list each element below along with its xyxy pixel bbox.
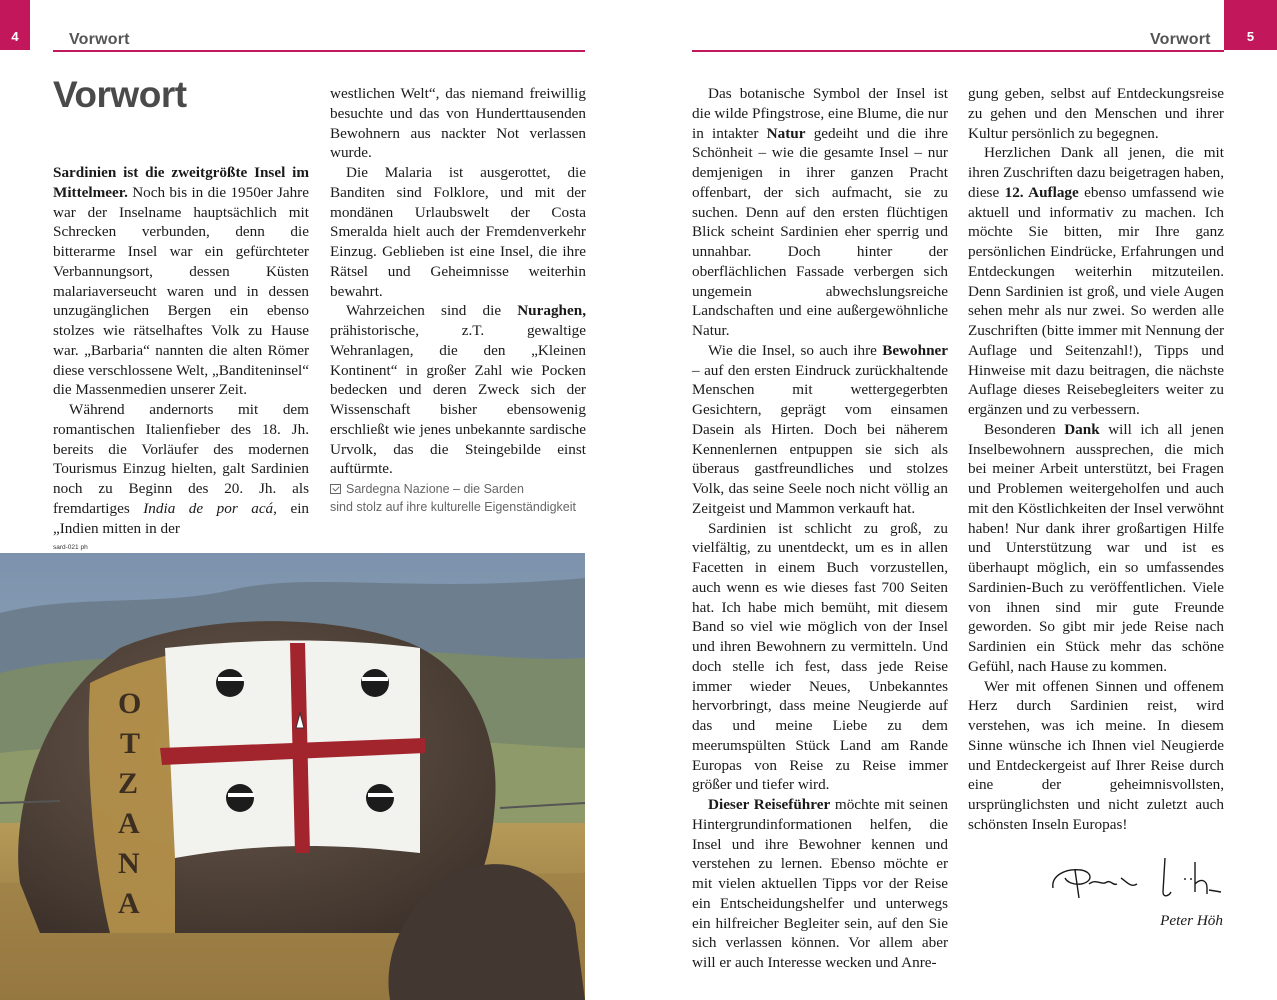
header-rule-left: [53, 50, 585, 52]
svg-text:A: A: [118, 807, 140, 840]
caption-line-2: sind stolz auf ihre kulturelle Eigenständigkeit: [330, 500, 576, 514]
paragraph: Das botanische Symbol der Insel ist die wilde Pfingstrose, eine Blume, die nur in intakter Natur gedeiht und die ihre Schönheit – wie die gesamte Insel – nur demjenigen in ihrer ganzen Pracht offenbart, der sich aufmacht, sie zu suchen. Denn auf den ersten flüchtigen Blick scheint Sardinien eher sperrig und unnahbar. Doch hinter der oberflächlichen Fassade verbergen sich ungemein abwechslungsreiche Landschaften und eine außergewöhnliche Natur.: [692, 85, 949, 339]
text-column-3: [692, 84, 948, 973]
paragraph: Dieser Reiseführer möchte mit seinen Hintergrundinformationen helfen, die Insel und ihre Bewohner kennen und verstehen zu lernen. Ebenso möchte er mit vielen aktuellen Tipps vor der Reise ein Entscheidungshelfer und unterwegs ein hilfreicher Begleiter sein, auf den Sie sich verlassen können. Vor allem aber will er auch Interesse wecken und Anre-: [692, 796, 948, 971]
text-column-2: [330, 84, 586, 479]
paragraph: Wie die Insel, so auch ihre Bewohner – auf den ersten Eindruck zurückhaltende Menschen mit wettergegerbten Gesichtern, geprägt vom einsamen Dasein als Hirten. Doch bei näherem Kennenlernen entpuppen sie sich als überaus gastfreundliches und stolzes Volk, das seine Seele noch nicht völlig an Zeitgeist und Mammon verkauft hat.: [692, 341, 948, 517]
paragraph: Sardinien ist schlicht zu groß, zu vielfältig, zu unentdeckt, um es in allen Facetten in einem Buch vorzustellen, auch wenn es wie dieses fast 700 Seiten hat. Ich habe mich bemüht, mit diesem Band so viel wie möglich von der Insel und ihren Bewohnern zu vermitteln. Und doch stelle ich fest, dass jede Reise immer wieder Neues, Unbekanntes hervorbringt, dass meine Neugierde auf das und meine Liebe zu dem meerumspülten Stück Land am Rande Europas von Reise zu Reise immer größer und tiefer wird.: [692, 519, 948, 794]
running-title-left: Vorwort: [69, 31, 130, 48]
caption-line-1: Sardegna Nazione – die Sarden: [346, 482, 524, 496]
paragraph: westlichen Welt“, das niemand freiwillig besuchte und das von Hunderttausenden Bewohnern aus nackter Not verlassen wurde.: [330, 85, 586, 162]
paragraph: Die Malaria ist ausgerottet, die Banditen sind Folklore, und mit der mondänen Urlaubswelt der Costa Smeralda hielt auch der Fremdenverkehr Einzug. Geblieben ist eine Insel, die ihre Rätsel und Geheimnisse weiterhin bewahrt.: [330, 164, 586, 300]
photo-id: sard-021 ph: [53, 544, 88, 551]
page-number-tab-left: [0, 0, 30, 50]
paragraph: Besonderen Dank will ich all jenen Inselbewohnern aussprechen, die mich bei meiner Arbeit unterstützt, bei Fragen und Problemen weitergeholfen und auch mit den Köstlichkeiten der Insel verwöhnt haben! Nur dank ihrer großartigen Hilfe und Unterstützung war und ist es überhaupt möglich, ein so umfassendes Sardinien-Buch zu veröffentlichen. Viele von ihnen sind mir gute Freunde geworden. So gibt mir jede Reise nach Sardinien ein Stück mehr das schöne Gefühl, nach Hause zu kommen.: [968, 420, 1225, 675]
paragraph: Während andernorts mit dem romantischen Italienfieber des 18. Jh. bereits die Vorläufer des modernen Tourismus Einzug hielten, galt Sardinien noch zu Beginn des 20. Jh. als fremdartiges India de por acá, ein „Indien mitten in der: [53, 401, 310, 537]
header-rule-right: [692, 50, 1224, 52]
paragraph: Herzlichen Dank all jenen, die mit ihren Zuschriften dazu beigetragen haben, diese 12. Auflage ebenso umfassend wie aktuell und informativ zu machen. Ich möchte Sie bitten, mir Ihre ganz persönlichen Eindrücke, Erfahrungen und Entdeckungen weiterhin mitzuteilen. Denn Sardinien ist groß, und viele Augen sehen mehr als nur zwei. So werden alle Zuschriften (bitte immer mit Nennung der Auflage und Seitenzahl!), Tipps und Hinweise mit dazu beitragen, die nächste Auflage dieses Reisebegleiters weiter zu ergänzen und zu verbessern.: [968, 144, 1225, 418]
page-number-left: 4: [11, 29, 19, 44]
paragraph: Wahrzeichen sind die Nuraghen, prähistorische, z.T. gewaltige Wehranlagen, die den „Kleinen Kontinent“ in großer Zahl wie Pocken bedecken und deren Zweck sich der Wissenschaft bisher ebensowenig erschließt wie jenes unbekannte sardische Urvolk, das die Steingebilde einst auftürmte.: [330, 302, 586, 478]
photo-sardinian-flag-rock: [0, 553, 585, 1000]
page-number-right: 5: [1246, 29, 1255, 44]
page-number-tab-right: [1224, 0, 1277, 50]
page-title: Vorwort: [53, 74, 187, 115]
svg-text:N: N: [118, 847, 140, 880]
paragraph: Wer mit offenen Sinnen und offenem Herz durch Sardinien reist, wird verstehen, was ich meine. In diesem Sinne wünsche ich Ihnen viel Neugierde und Entdeckergeist auf Ihrer Reise durch eine der geheimnisvollsten, ursprünglichsten und nicht zuletzt auch schönsten Inseln Europas!: [968, 677, 1224, 833]
text-column-1: [53, 163, 309, 538]
svg-text:Z: Z: [118, 767, 139, 800]
svg-text:T: T: [120, 727, 141, 760]
svg-text:A: A: [118, 887, 140, 920]
svg-text:O: O: [118, 687, 142, 720]
paragraph: gung geben, selbst auf Entdeckungsreise zu gehen und den Menschen und ihrer Kultur persönlich zu begegnen.: [968, 85, 1224, 142]
photo-caption: [330, 480, 586, 516]
running-title-right: Vorwort: [1150, 31, 1211, 48]
signature-image: [1045, 848, 1235, 906]
signer-name: Peter Höh: [1160, 912, 1223, 929]
text-column-4: [968, 84, 1224, 835]
caption-marker-icon: [330, 484, 341, 494]
paragraph: Sardinien ist die zweitgrößte Insel im Mittelmeer. Noch bis in die 1950er Jahre war der Inselname hauptsächlich mit Schrecken verbunden, denn die bitterarme Insel war ein gefürchteter Verbannungsort, dessen Küsten malariaverseucht waren und in dessen unzugänglichen Bergen ein ebenso stolzes wie rätselhaftes Volk zu Hause war. „Barbaria“ nannten die alten Römer diese verschlossene Welt, „Banditeninsel“ die Massenmedien unserer Zeit.: [53, 164, 309, 399]
